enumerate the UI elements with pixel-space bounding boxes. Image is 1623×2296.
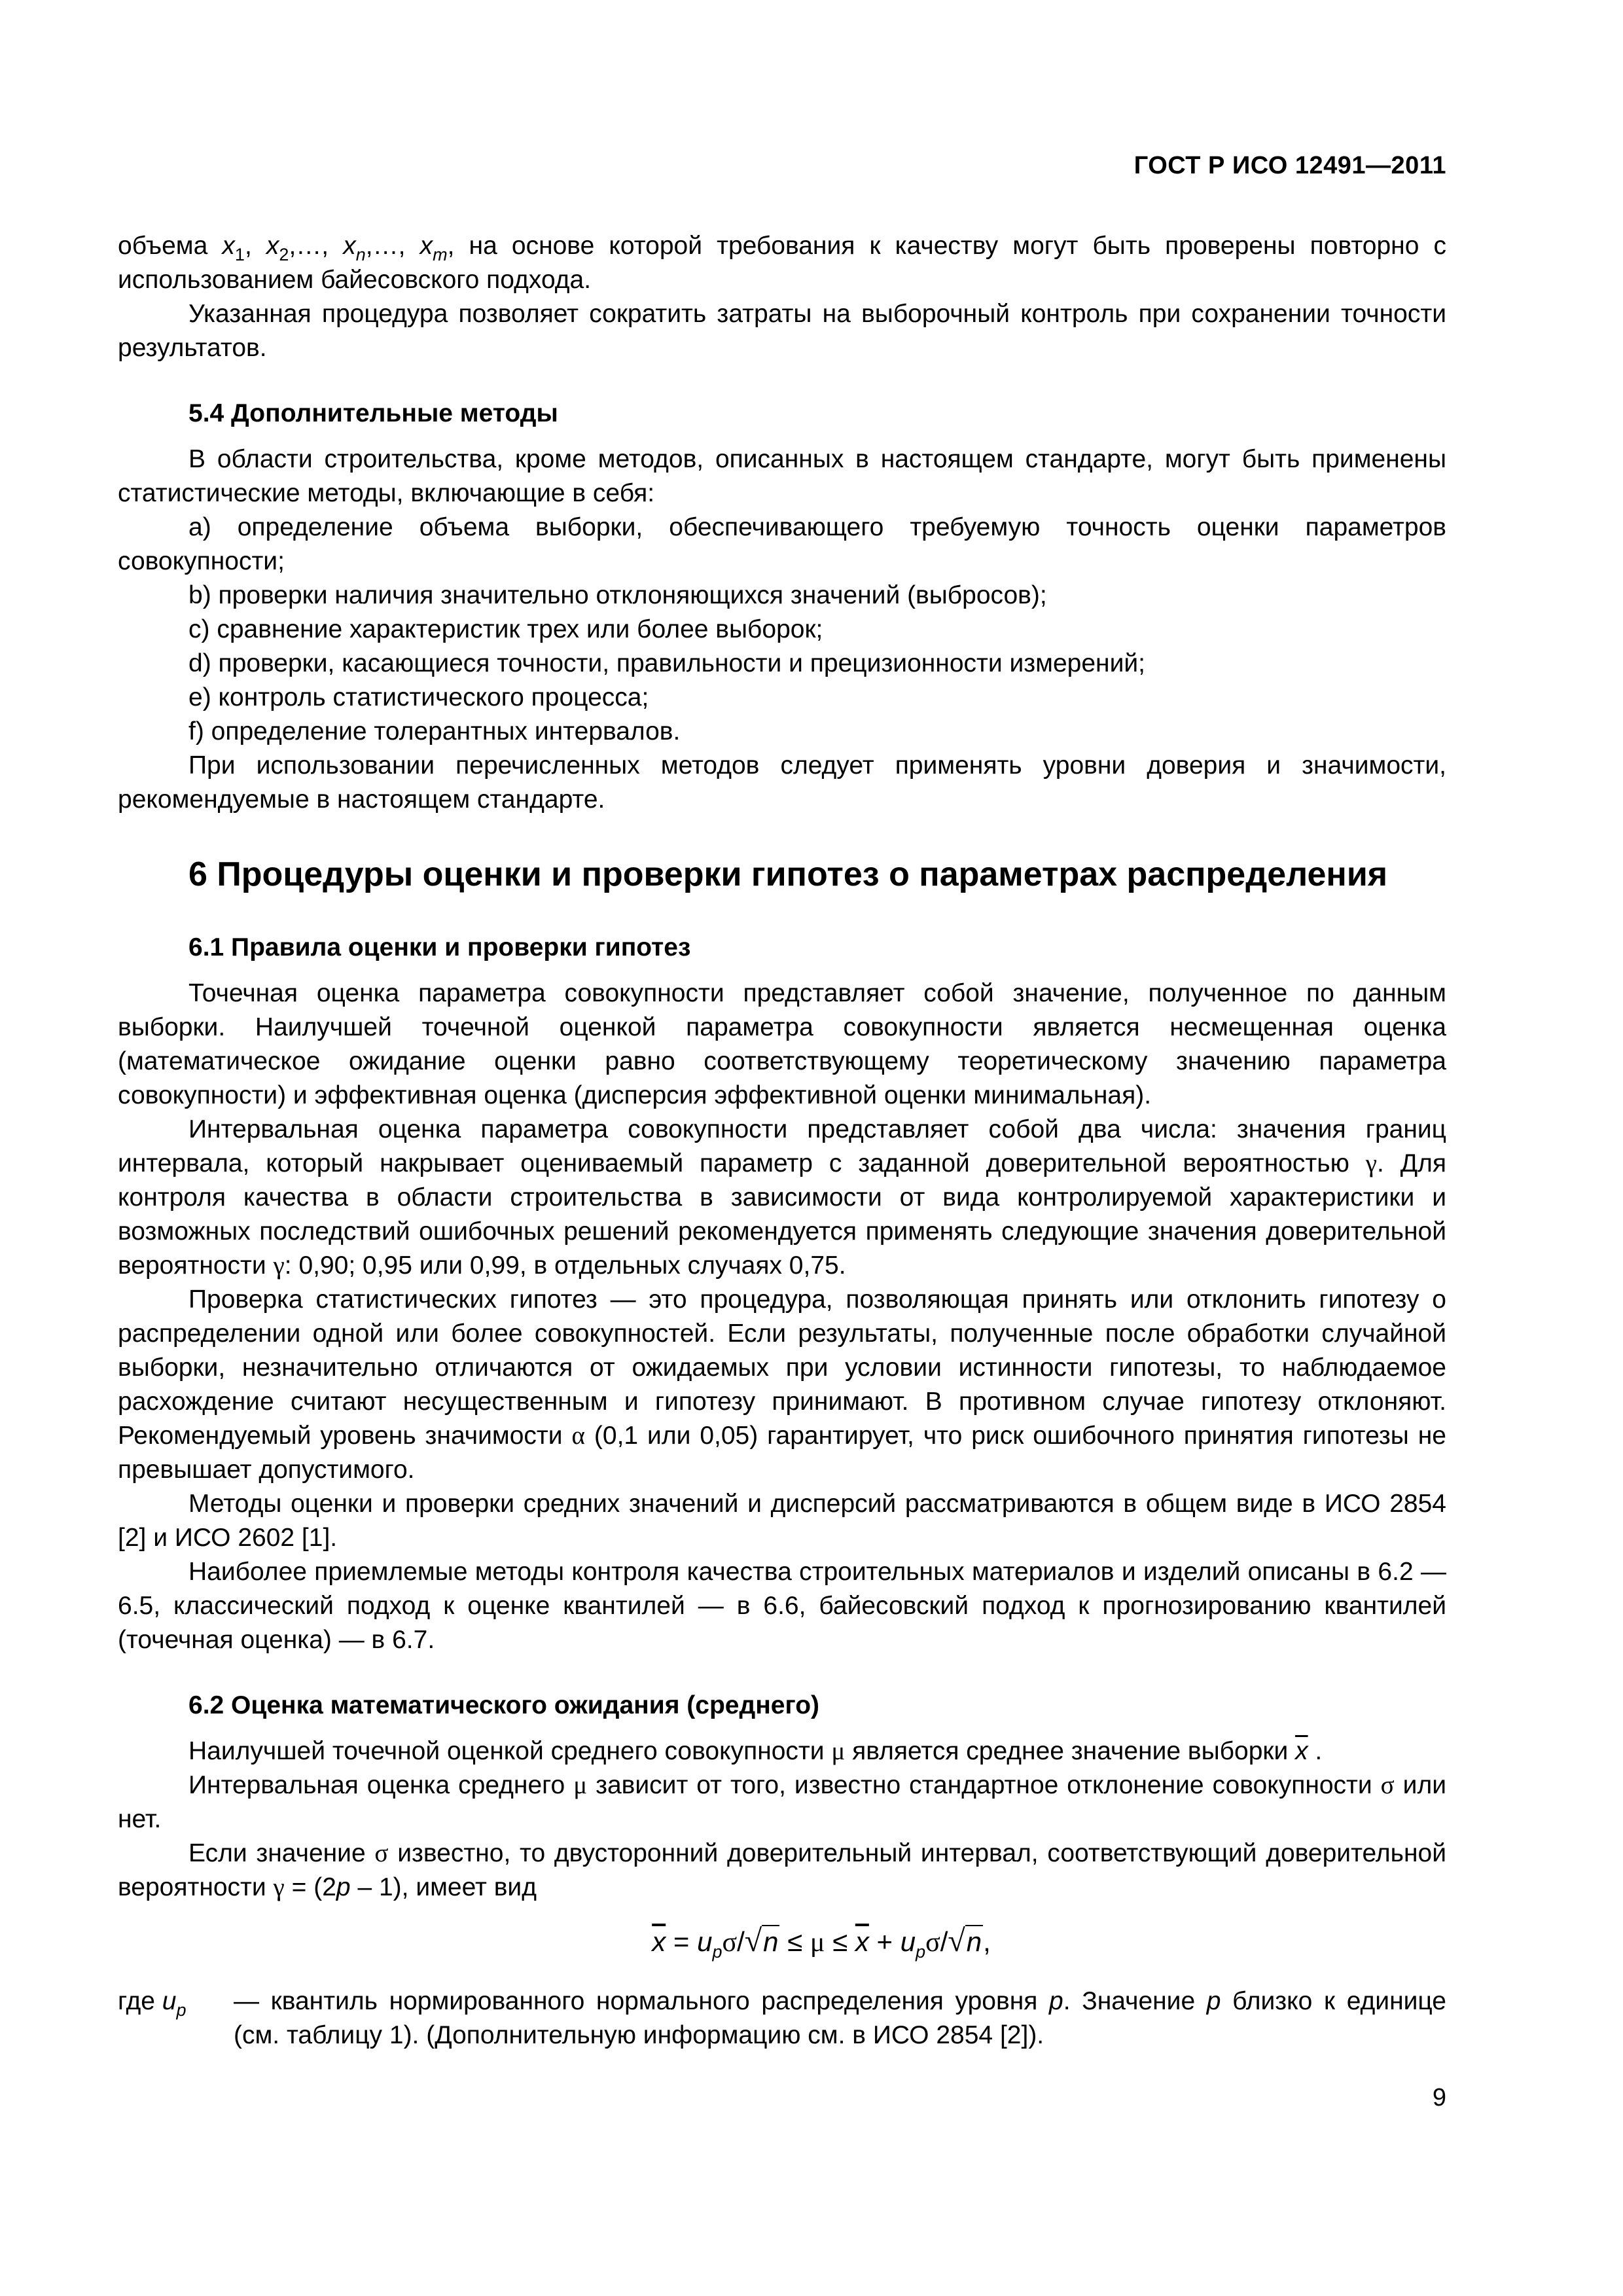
section-heading-5-4: 5.4 Дополнительные методы [188, 399, 558, 427]
list-item: b) проверки наличия значительно отклоняющихся значений (выбросов); [188, 581, 1047, 609]
sample-mean-symbol: $\overline{x}$ [1295, 1737, 1308, 1765]
paragraph: При использовании перечисленных методов следует применять уровни доверия и значимости, рекомендуемые в настоящем стандарте. [118, 751, 1446, 814]
section-heading-6-2: 6.2 Оценка математического ожидания (среднего) [188, 1691, 820, 1719]
list-item: c) сравнение характеристик трех или более выборок; [188, 615, 823, 643]
section-heading-6: 6 Процедуры оценки и проверки гипотез о параметрах распределения [188, 855, 1388, 893]
paragraph: В области строительства, кроме методов, описанных в настоящем стандарте, могут быть применены статистические методы, включающие в себя: [118, 445, 1446, 507]
page-number: 9 [1432, 2084, 1446, 2111]
list-item: а) определение объема выборки, обеспечивающего требуемую точность оценки параметров совокупности; [118, 513, 1446, 575]
paragraph: Точечная оценка параметра совокупности представляет собой значение, полученное по данным выборки. Наилучшей точечной оценкой параметра совокупности является несмещенная оценка (математическое ожидание оценки равно соответствующему теоретическому значению параметра совокупности) и эффективная оценка (дисперсия эффективной оценки минимальная). [118, 979, 1446, 1109]
list-item: e) контроль статистического процесса; [188, 683, 649, 711]
paragraph: Наилучшей точечной оценкой среднего совокупности μ является среднее значение выборки $\overline{x}$ . [188, 1737, 1323, 1765]
formula-legend: где $u_p$ — квантиль нормированного нормального распределения уровня p. Значение p близко к единице (см. таблицу 1). (Дополнительную информацию см. в ИСО 2854 [2]). [118, 1987, 1446, 2049]
list-item: d) проверки, касающиеся точности, правильности и прецизионности измерений; [188, 649, 1146, 677]
list-item: f) определение толерантных интервалов. [188, 717, 681, 745]
page-content [118, 229, 1446, 2053]
paragraph: Проверка статистических гипотез — это процедура, позволяющая принять или отклонить гипотезу о распределении одной или более совокупностей. Если результаты, полученные после обработки случайной выборки, незначительно отличаются от ожидаемых при условии истинности гипотезы, то наблюдаемое расхождение считают несущественным и гипотезу принимают. В противном случае гипотезу отклоняют. Рекомендуемый уровень значимости α (0,1 или 0,05) гарантирует, что риск ошибочного принятия гипотезы не превышает допустимого. [118, 1285, 1446, 1484]
paragraph: Наиболее приемлемые методы контроля качества строительных материалов и изделий описаны в 6.2 — 6.5, классический подход к оценке квантилей — в 6.6, байесовский подход к прогнозированию квантилей (точечная оценка) — в 6.7. [118, 1558, 1446, 1654]
paragraph: Если значение σ известно, то двусторонний доверительный интервал, соответствующий доверительной вероятности γ = (2p – 1), имеет вид [118, 1839, 1446, 1901]
confidence-interval-formula: $\overline{x} = u_p\sigma/√n \le \mu \le \overline{x} + u_p\sigma/√n$, [652, 1924, 991, 1962]
paragraph: Интервальная оценка параметра совокупности представляет собой два числа: значения границ интервала, который накрывает оцениваемый параметр с заданной доверительной вероятностью γ. Для контроля качества в области строительства в зависимости от вида контролируемой характеристики и возможных последствий ошибочных решений рекомендуется применять следующие значения доверительной вероятности γ: 0,90; 0,95 или 0,99, в отдельных случаях 0,75. [118, 1115, 1446, 1280]
section-heading-6-1: 6.1 Правила оценки и проверки гипотез [188, 933, 691, 961]
paragraph: Интервальная оценка среднего μ зависит от того, известно стандартное отклонение совокупности σ или нет. [118, 1771, 1447, 1833]
paragraph: Методы оценки и проверки средних значений и дисперсий рассматриваются в общем виде в ИСО 2854 [2] и ИСО 2602 [1]. [118, 1490, 1446, 1552]
paragraph-continuation: объема $x_1$, $x_2,\dots$, $x_n,\dots$, $x_m$, на основе которой требования к качеству могут быть проверены повторно с использованием байесовского подхода. [118, 232, 1446, 294]
standard-id: ГОСТ Р ИСО 12491—2011 [1133, 152, 1446, 179]
paragraph: Указанная процедура позволяет сократить затраты на выборочный контроль при сохранении точности результатов. [118, 300, 1446, 362]
document-page [118, 0, 1446, 2296]
